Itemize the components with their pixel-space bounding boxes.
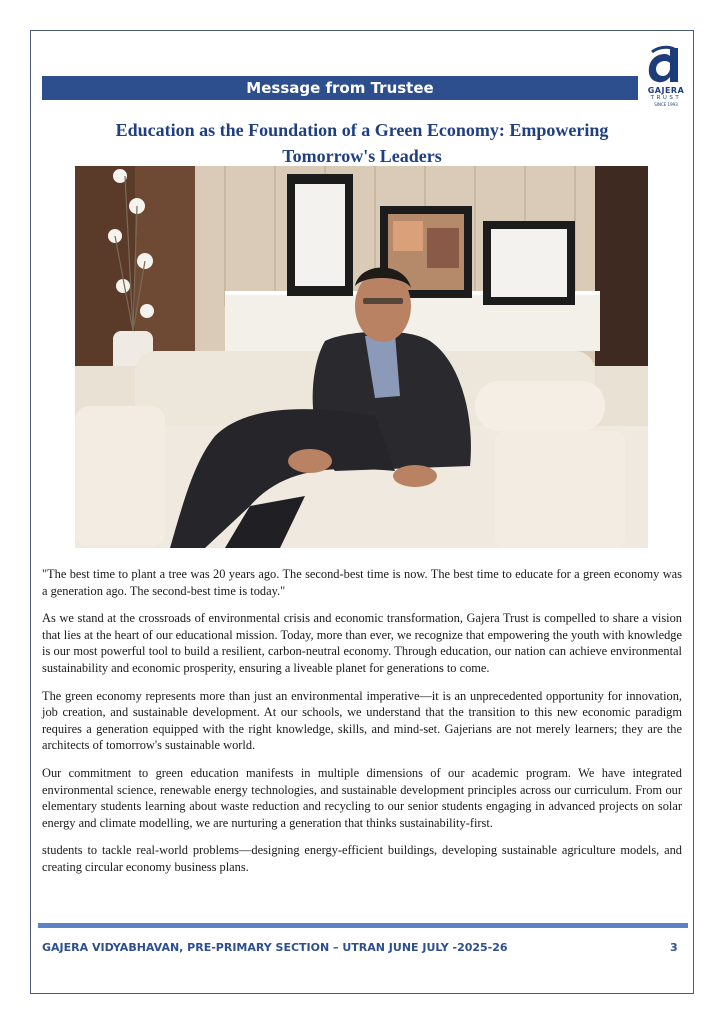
page-number: 3: [670, 941, 678, 954]
article-paragraph: Our commitment to green education manifests in multiple dimensions of our academic program. We have integrated environmental science, renewable energy technologies, and sustainable development principles across our curriculum. From our elementary students learning about waste reduction and recycling to our senior students engaging in advanced projects on solar energy and climate modelling, we are nurturing a generation that thinks sustainability-first.: [42, 765, 682, 830]
logo-since: SINCE 1993: [654, 102, 678, 107]
article-paragraph: The green economy represents more than just an environmental imperative—it is an unprecedented opportunity for innovation, job creation, and sustainable development. At our schools, we understand that the transition to this new economic paradigm requires a generation equipped with the right knowledge, skills, and mind-set. Gajerians are not merely learners; they are the architects of tomorrow's sustainable world.: [42, 688, 682, 753]
trustee-photo: [75, 166, 648, 548]
article-body: [42, 566, 682, 887]
section-header: Message from Trustee: [42, 76, 638, 100]
gajera-logo-icon: [646, 44, 686, 86]
footer-divider: [38, 923, 688, 928]
trustee-portrait-icon: [75, 166, 648, 548]
footer-school-name: GAJERA VIDYABHAVAN, PRE-PRIMARY SECTION – UTRAN JUNE JULY -2025-26: [42, 941, 508, 954]
article-paragraph-quote: "The best time to plant a tree was 20 years ago. The second-best time is now. The best time to educate for a green economy was a generation ago. The second-best time is today.": [42, 567, 682, 598]
article-paragraph: As we stand at the crossroads of environmental crisis and economic transformation, Gajera Trust is compelled to share a vision that lies at the heart of our educational mission. Today, more than ever, we recognize that empowering the youth with knowledge is our most powerful tool to build a resilient, carbon-neutral economy. Through education, our nation can achieve environmental sustainability and economic prosperity, ensuring a liveable planet for generations to come.: [42, 611, 682, 675]
article-paragraph: students to tackle real-world problems—designing energy-efficient buildings, developing sustainable agriculture models, and creating circular economy business plans.: [42, 843, 682, 874]
logo-name: GAJERA: [647, 86, 685, 95]
logo-sub: TRUST: [650, 95, 682, 101]
article-title: Education as the Foundation of a Green Economy: Empowering Tomorrow's Leaders: [115, 120, 609, 166]
gajera-trust-logo: [641, 44, 691, 116]
